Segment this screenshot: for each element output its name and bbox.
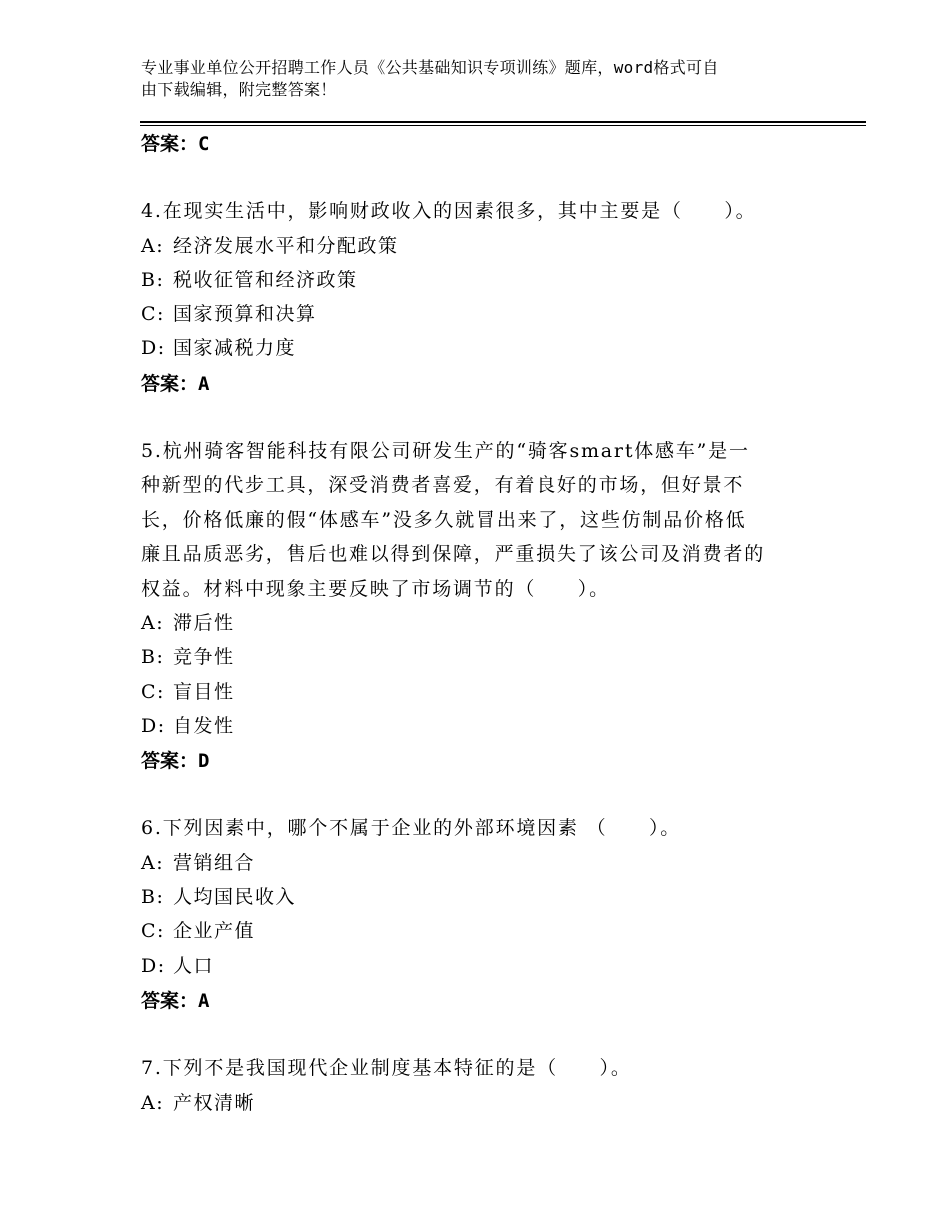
option-text: 国家减税力度 bbox=[173, 337, 297, 360]
header-line-2: 由下载编辑，附完整答案！ bbox=[141, 80, 337, 99]
stem-line: 6.下列因素中，哪个不属于企业的外部环境因素 （ ）。 bbox=[141, 817, 682, 840]
option-label: B: bbox=[141, 646, 165, 669]
question-list bbox=[141, 126, 801, 1120]
option-b bbox=[141, 263, 801, 297]
option-label: D: bbox=[141, 954, 166, 977]
header-rule-thick bbox=[140, 121, 866, 123]
option-c bbox=[141, 675, 801, 709]
stem-line: 4.在现实生活中，影响财政收入的因素很多，其中主要是（ ）。 bbox=[141, 200, 757, 222]
option-label: C: bbox=[141, 680, 165, 703]
stem-line: 种新型的代步工具，深受消费者喜爱，有着良好的市场，但好景不 bbox=[141, 474, 745, 497]
question-stem bbox=[141, 1051, 801, 1086]
option-c bbox=[141, 297, 801, 331]
question-4 bbox=[141, 194, 801, 401]
option-text: 国家预算和决算 bbox=[173, 303, 317, 326]
option-a bbox=[141, 229, 801, 263]
option-text: 人口 bbox=[173, 954, 215, 977]
option-d bbox=[141, 709, 801, 743]
option-label: B: bbox=[141, 886, 165, 909]
option-label: A: bbox=[141, 612, 165, 635]
option-label: B: bbox=[141, 268, 165, 291]
option-label: A: bbox=[141, 1091, 165, 1114]
stem-line: 5.杭州骑客智能科技有限公司研发生产的“骑客smart体感车”是一 bbox=[141, 439, 750, 462]
question-5 bbox=[141, 434, 801, 779]
option-b bbox=[141, 640, 801, 674]
option-text: 滞后性 bbox=[173, 612, 235, 635]
option-a bbox=[141, 606, 801, 640]
option-text: 税收征管和经济政策 bbox=[173, 268, 358, 291]
stem-line: 权益。材料中现象主要反映了市场调节的（ ）。 bbox=[141, 577, 610, 600]
question-stem bbox=[141, 194, 801, 229]
option-label: D: bbox=[141, 715, 166, 738]
option-b bbox=[141, 880, 801, 914]
question-6 bbox=[141, 811, 801, 1018]
option-a bbox=[141, 846, 801, 880]
answer-line: 答案：A bbox=[141, 372, 210, 395]
option-text: 盲目性 bbox=[173, 680, 235, 703]
question-stem bbox=[141, 434, 801, 607]
stem-line: 廉且品质恶劣，售后也难以得到保障，严重损失了该公司及消费者的 bbox=[141, 543, 766, 566]
option-text: 竞争性 bbox=[173, 646, 235, 669]
option-text: 营销组合 bbox=[173, 851, 256, 874]
option-label: A: bbox=[141, 851, 165, 874]
question-stem bbox=[141, 811, 801, 846]
option-d bbox=[141, 331, 801, 365]
option-d bbox=[141, 949, 801, 983]
option-text: 经济发展水平和分配政策 bbox=[173, 234, 399, 257]
option-label: C: bbox=[141, 303, 165, 326]
stem-line: 7.下列不是我国现代企业制度基本特征的是（ ）。 bbox=[141, 1057, 632, 1080]
option-c bbox=[141, 914, 801, 948]
document-header bbox=[141, 57, 811, 101]
answer-line: 答案：D bbox=[141, 750, 210, 773]
stem-line: 长，价格低廉的假“体感车”没多久就冒出来了，这些仿制品价格低 bbox=[141, 508, 747, 531]
option-label: C: bbox=[141, 920, 165, 943]
option-a bbox=[141, 1086, 801, 1120]
question-7 bbox=[141, 1051, 801, 1120]
option-text: 产权清晰 bbox=[173, 1091, 256, 1114]
option-label: A: bbox=[141, 234, 165, 257]
option-text: 企业产值 bbox=[173, 920, 256, 943]
option-text: 自发性 bbox=[173, 715, 235, 738]
answer-line: 答案：A bbox=[141, 990, 210, 1013]
option-text: 人均国民收入 bbox=[173, 886, 297, 909]
header-line-1: 专业事业单位公开招聘工作人员《公共基础知识专项训练》题库，word格式可自 bbox=[141, 58, 719, 77]
answer-line: 答案：C bbox=[141, 133, 210, 155]
option-label: D: bbox=[141, 337, 166, 360]
